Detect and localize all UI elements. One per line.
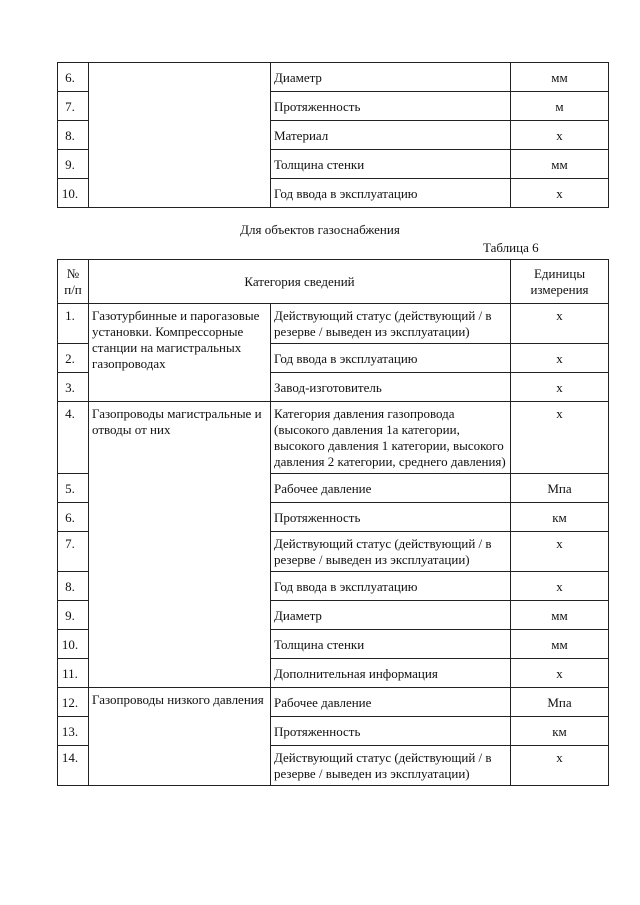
- row-description: Год ввода в эксплуатацию: [271, 179, 511, 208]
- row-unit: мм: [511, 630, 609, 659]
- group-cell: [89, 63, 271, 208]
- row-number: 9.: [58, 150, 89, 179]
- row-number: 2.: [58, 344, 89, 373]
- row-number: 12.: [58, 688, 89, 717]
- header-num: № п/п: [58, 260, 89, 304]
- row-unit: х: [511, 572, 609, 601]
- row-number: 9.: [58, 601, 89, 630]
- row-number: 10.: [58, 179, 89, 208]
- row-number: 1.: [58, 304, 89, 344]
- row-description: Действующий статус (действующий / в резерве / выведен из эксплуатации): [271, 532, 511, 572]
- row-unit: м: [511, 92, 609, 121]
- main-table: [57, 259, 609, 786]
- group-name: Газопроводы низкого давления: [89, 688, 271, 786]
- row-unit: х: [511, 659, 609, 688]
- group-name: Газопроводы магистральные и отводы от них: [89, 402, 271, 688]
- row-description: Рабочее давление: [271, 688, 511, 717]
- row-unit: Мпа: [511, 474, 609, 503]
- row-number: 14.: [58, 746, 89, 786]
- row-description: Действующий статус (действующий / в резерве / выведен из эксплуатации): [271, 304, 511, 344]
- row-number: 6.: [58, 63, 89, 92]
- table-label: Таблица 6: [483, 240, 539, 255]
- table-row: [58, 304, 609, 344]
- row-unit: км: [511, 717, 609, 746]
- table-row: [58, 63, 609, 92]
- row-unit: км: [511, 503, 609, 532]
- row-description: Протяженность: [271, 92, 511, 121]
- row-number: 10.: [58, 630, 89, 659]
- table-row: [58, 402, 609, 474]
- row-description: Категория давления газопровода (высокого давления 1а категории, высокого давления 1 категории, высокого давления 2 категории, среднего давления): [271, 402, 511, 474]
- row-unit: мм: [511, 150, 609, 179]
- row-description: Материал: [271, 121, 511, 150]
- row-unit: х: [511, 402, 609, 474]
- row-description: Год ввода в эксплуатацию: [271, 572, 511, 601]
- row-description: Завод-изготовитель: [271, 373, 511, 402]
- row-number: 5.: [58, 474, 89, 503]
- row-description: Рабочее давление: [271, 474, 511, 503]
- group-name: Газотурбинные и парогазовые установки. Компрессорные станции на магистральных газопроводах: [89, 304, 271, 402]
- table-row: [58, 688, 609, 717]
- row-number: 13.: [58, 717, 89, 746]
- row-number: 7.: [58, 92, 89, 121]
- row-unit: х: [511, 179, 609, 208]
- row-description: Диаметр: [271, 601, 511, 630]
- header-row: [58, 260, 609, 304]
- row-unit: х: [511, 373, 609, 402]
- row-unit: х: [511, 121, 609, 150]
- row-description: Диаметр: [271, 63, 511, 92]
- row-description: Протяженность: [271, 503, 511, 532]
- row-number: 3.: [58, 373, 89, 402]
- row-number: 4.: [58, 402, 89, 474]
- row-number: 6.: [58, 503, 89, 532]
- row-unit: мм: [511, 601, 609, 630]
- row-unit: Мпа: [511, 688, 609, 717]
- header-unit: Единицы измерения: [511, 260, 609, 304]
- row-number: 8.: [58, 572, 89, 601]
- row-number: 7.: [58, 532, 89, 572]
- row-description: Действующий статус (действующий / в резерве / выведен из эксплуатации): [271, 746, 511, 786]
- row-number: 11.: [58, 659, 89, 688]
- row-description: Толщина стенки: [271, 150, 511, 179]
- row-description: Дополнительная информация: [271, 659, 511, 688]
- row-unit: х: [511, 532, 609, 572]
- row-unit: мм: [511, 63, 609, 92]
- row-description: Толщина стенки: [271, 630, 511, 659]
- top-table: [57, 62, 609, 208]
- section-title: Для объектов газоснабжения: [240, 222, 400, 237]
- row-unit: х: [511, 344, 609, 373]
- row-description: Протяженность: [271, 717, 511, 746]
- row-number: 8.: [58, 121, 89, 150]
- row-unit: х: [511, 746, 609, 786]
- row-description: Год ввода в эксплуатацию: [271, 344, 511, 373]
- row-unit: х: [511, 304, 609, 344]
- header-category: Категория сведений: [89, 260, 511, 304]
